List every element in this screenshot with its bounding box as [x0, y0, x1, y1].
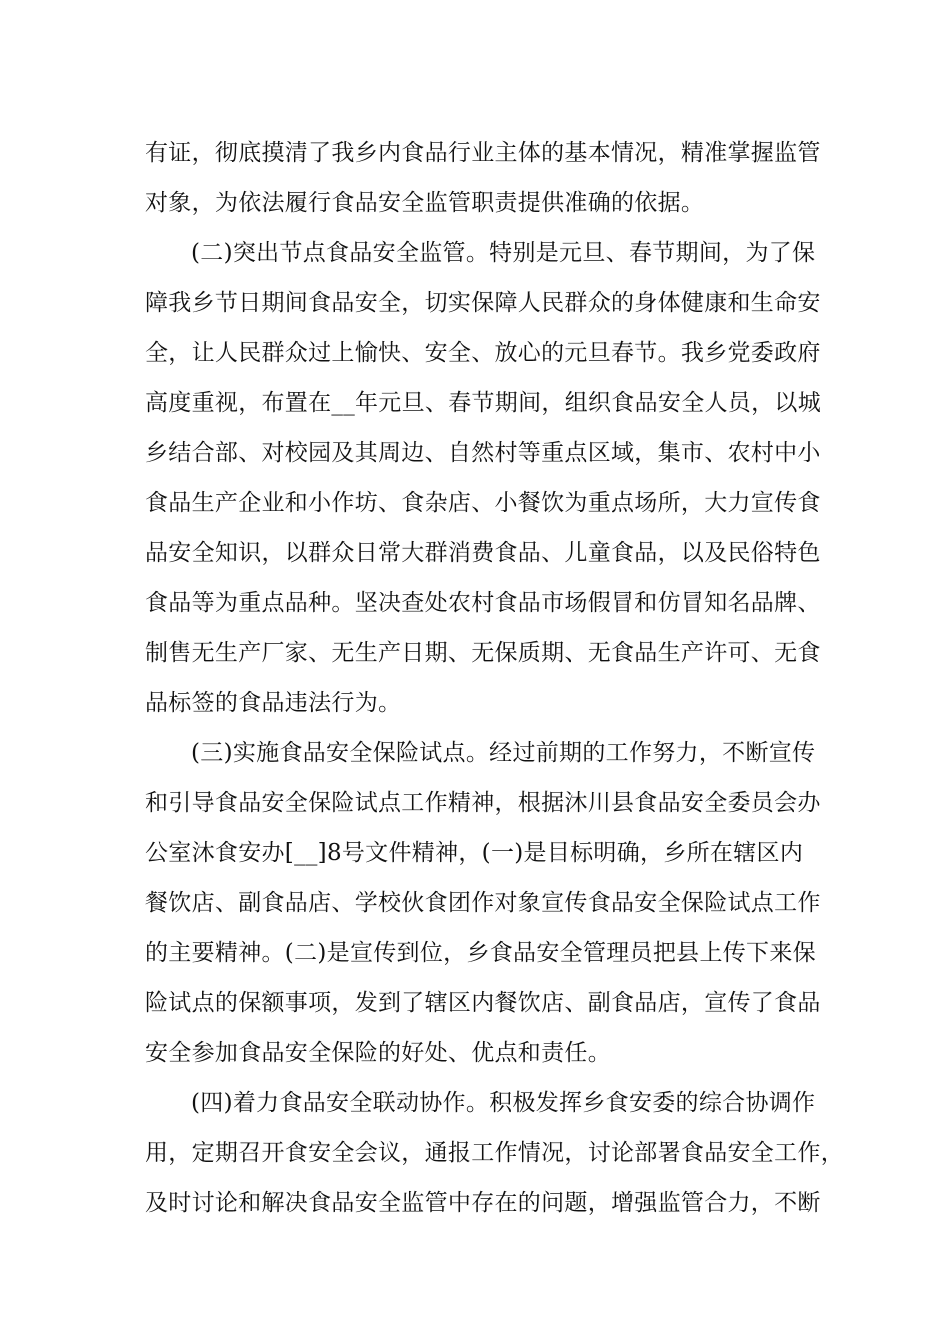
text-line: 食品生产企业和小作坊、食杂店、小餐饮为重点场所，大力宣传食	[145, 490, 821, 516]
document-body	[145, 128, 844, 1228]
text-line: 障我乡节日期间食品安全，切实保障人民群众的身体健康和生命安	[145, 290, 821, 316]
text-line: 用，定期召开食安全会议，通报工作情况，讨论部署食品安全工作，	[145, 1140, 844, 1166]
text-line: 险试点的保额事项，发到了辖区内餐饮店、副食品店，宣传了食品	[145, 990, 821, 1016]
text-line: 公室沐食安办[__]8号文件精神，(一)是目标明确，乡所在辖区内	[145, 840, 804, 866]
text-line: 高度重视，布置在__年元旦、春节期间，组织食品安全人员，以城	[145, 390, 821, 416]
text-line: 制售无生产厂家、无生产日期、无保质期、无食品生产许可、无食	[145, 640, 821, 666]
paragraph-start-line: (三)实施食品安全保险试点。经过前期的工作努力，不断宣传	[191, 740, 816, 766]
text-line: 对象，为依法履行食品安全监管职责提供准确的依据。	[145, 190, 705, 216]
text-line: 餐饮店、副食品店、学校伙食团作对象宣传食品安全保险试点工作	[145, 890, 821, 916]
text-line: 全，让人民群众过上愉快、安全、放心的元旦春节。我乡党委政府	[145, 340, 821, 366]
text-line: 的主要精神。(二)是宣传到位，乡食品安全管理员把县上传下来保	[145, 940, 816, 966]
text-line: 安全参加食品安全保险的好处、优点和责任。	[145, 1040, 611, 1066]
text-line: 食品等为重点品种。坚决查处农村食品市场假冒和仿冒知名品牌、	[145, 590, 821, 616]
paragraph-start-line: (四)着力食品安全联动协作。积极发挥乡食安委的综合协调作	[191, 1090, 816, 1116]
text-line: 乡结合部、对校园及其周边、自然村等重点区域，集市、农村中小	[145, 440, 821, 466]
text-line: 及时讨论和解决食品安全监管中存在的问题，增强监管合力，不断	[145, 1190, 821, 1216]
paragraph-start-line: (二)突出节点食品安全监管。特别是元旦、春节期间，为了保	[191, 240, 816, 266]
text-line: 品标签的食品违法行为。	[145, 690, 402, 716]
text-line: 品安全知识，以群众日常大群消费食品、儿童食品，以及民俗特色	[145, 540, 821, 566]
text-line: 和引导食品安全保险试点工作精神，根据沐川县食品安全委员会办	[145, 790, 821, 816]
text-line: 有证，彻底摸清了我乡内食品行业主体的基本情况，精准掌握监管	[145, 140, 821, 166]
